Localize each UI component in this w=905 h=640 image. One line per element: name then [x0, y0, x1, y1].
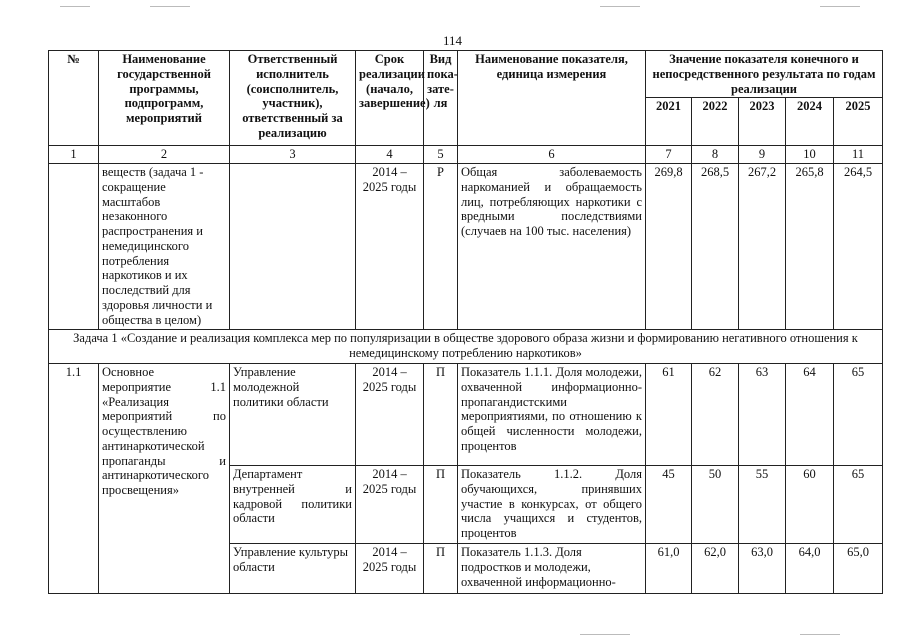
column-number: 6: [458, 146, 646, 164]
column-number: 4: [356, 146, 424, 164]
header-no: №: [49, 51, 99, 146]
header-name: Наименование государственной программы, подпрограмм, мероприятий: [99, 51, 230, 146]
scan-edge-line: [820, 6, 860, 7]
scan-edge-line: [580, 634, 630, 635]
header-year: 2021: [646, 98, 692, 146]
task-title: Задача 1 «Создание и реализация комплекса мер по популяризации в обществе здорового образа жизни и формированию негативного отношения к немедицинскому потреблению наркотиков»: [49, 330, 883, 364]
value-2023: 55: [739, 466, 786, 544]
row-indicator: Общая заболеваемость наркоманией и обращаемость лиц, потребляющих наркотики с вредными последствиями (случаев на 100 тыс. населения): [458, 164, 646, 330]
column-number: 11: [834, 146, 883, 164]
value-2021: 269,8: [646, 164, 692, 330]
sub-indicator: Показатель 1.1.2. Доля обучающихся, принявших участие в конкурсах, от общего числа учащихся и студентов, процентов: [458, 466, 646, 544]
value-2021: 61,0: [646, 544, 692, 594]
header-row: [49, 51, 883, 98]
header-kind: Вид пока-зате-ля: [424, 51, 458, 146]
value-2022: 50: [692, 466, 739, 544]
header-year: 2022: [692, 98, 739, 146]
sub-executor: Департамент внутренней и кадровой политики области: [230, 466, 356, 544]
value-2024: 64: [786, 364, 834, 466]
column-number: 3: [230, 146, 356, 164]
sub-term: 2014 – 2025 годы: [356, 364, 424, 466]
header-values-group: Значение показателя конечного и непосредственного результата по годам реализации: [646, 51, 883, 98]
header-year: 2025: [834, 98, 883, 146]
column-number: 10: [786, 146, 834, 164]
row-no: [49, 164, 99, 330]
sub-indicator: Показатель 1.1.3. Доля подростков и молодежи, охваченной информационно-: [458, 544, 646, 594]
sub-executor: Управление культуры области: [230, 544, 356, 594]
header-term: Срок реализации (начало, завершение): [356, 51, 424, 146]
value-2023: 267,2: [739, 164, 786, 330]
row-executor: [230, 164, 356, 330]
scan-edge-line: [60, 6, 90, 7]
sub-kind: П: [424, 364, 458, 466]
page-number: 114: [442, 33, 463, 48]
measure-no: 1.1: [49, 364, 99, 594]
column-number: 8: [692, 146, 739, 164]
column-number-row: [49, 146, 883, 164]
scan-edge-line: [150, 6, 190, 7]
value-2025: 65,0: [834, 544, 883, 594]
value-2023: 63,0: [739, 544, 786, 594]
header-executor: Ответственный исполнитель (соисполнитель, участник), ответственный за реализацию: [230, 51, 356, 146]
column-number: 5: [424, 146, 458, 164]
header-year: 2023: [739, 98, 786, 146]
value-2025: 65: [834, 364, 883, 466]
column-number: 2: [99, 146, 230, 164]
row-term: 2014 – 2025 годы: [356, 164, 424, 330]
header-year: 2024: [786, 98, 834, 146]
header-indicator: Наименование показателя, единица измерения: [458, 51, 646, 146]
task-row: [49, 330, 883, 364]
value-2022: 62: [692, 364, 739, 466]
column-number: 7: [646, 146, 692, 164]
sub-indicator: Показатель 1.1.1. Доля молодежи, охваченной информационно-пропагандистскими мероприятиями, по отношению к общей численности молодежи, процентов: [458, 364, 646, 466]
row-kind: Р: [424, 164, 458, 330]
value-2024: 60: [786, 466, 834, 544]
value-2022: 268,5: [692, 164, 739, 330]
program-table: [48, 50, 883, 594]
sub-kind: П: [424, 466, 458, 544]
column-number: 9: [739, 146, 786, 164]
table-row: [49, 164, 883, 330]
sub-executor: Управление молодежной политики области: [230, 364, 356, 466]
sub-kind: П: [424, 544, 458, 594]
column-number: 1: [49, 146, 99, 164]
value-2021: 61: [646, 364, 692, 466]
value-2023: 63: [739, 364, 786, 466]
value-2022: 62,0: [692, 544, 739, 594]
row-name: веществ (задача 1 - сокращение масштабов незаконного распространения и немедицинского потребления наркотиков и их последствий для здоровья личности и общества в целом): [99, 164, 230, 330]
value-2021: 45: [646, 466, 692, 544]
scan-edge-line: [600, 6, 640, 7]
value-2025: 65: [834, 466, 883, 544]
sub-term: 2014 – 2025 годы: [356, 544, 424, 594]
value-2025: 264,5: [834, 164, 883, 330]
value-2024: 64,0: [786, 544, 834, 594]
value-2024: 265,8: [786, 164, 834, 330]
table-row: [49, 364, 883, 466]
sub-term: 2014 – 2025 годы: [356, 466, 424, 544]
measure-name: Основное мероприятие 1.1 «Реализация мероприятий по осуществлению антинаркотической пропаганды и антинаркотического просвещения»: [99, 364, 230, 594]
scan-edge-line: [800, 634, 840, 635]
